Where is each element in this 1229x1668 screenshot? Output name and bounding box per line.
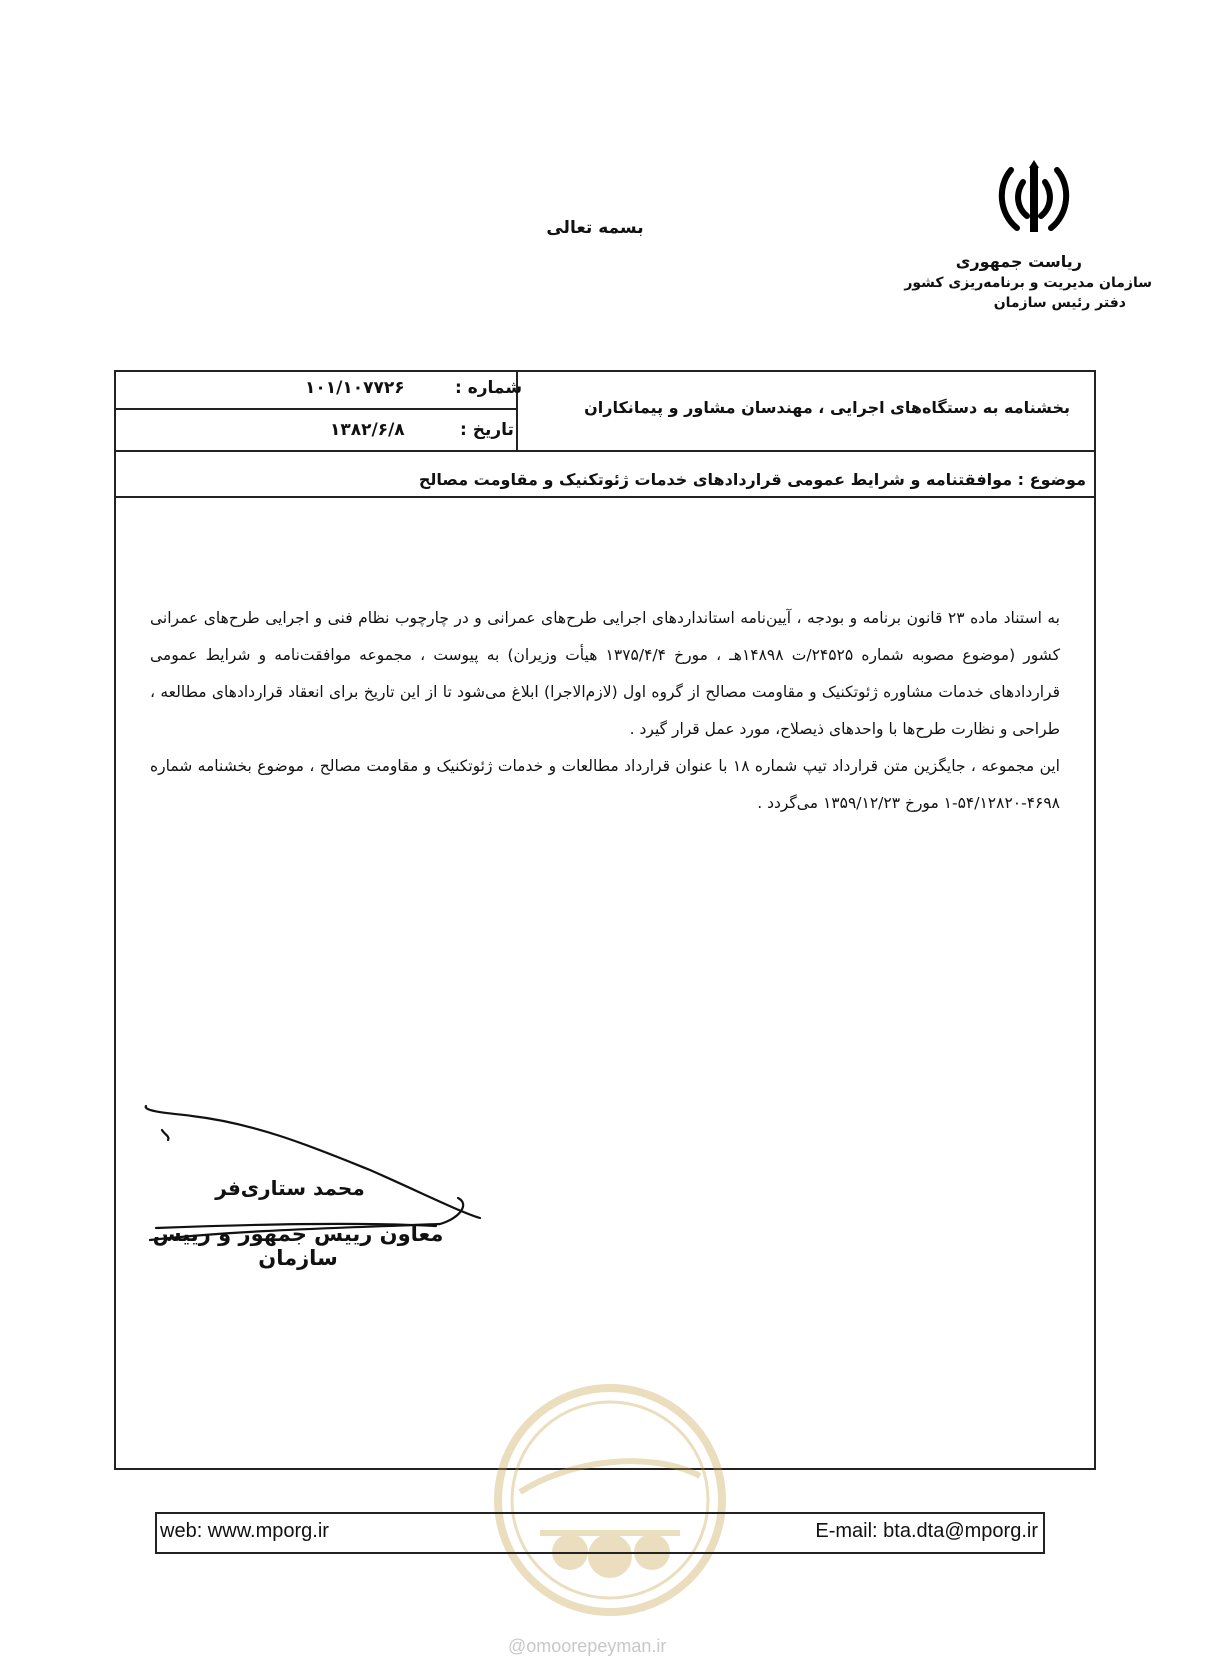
divider-number-date bbox=[114, 408, 518, 410]
watermark-site: @omoorepeyman.ir bbox=[508, 1636, 667, 1656]
footer-website[interactable]: web: www.mporg.ir bbox=[160, 1520, 329, 1542]
date-value: ۱۳۸۲/۶/۸ bbox=[330, 420, 405, 440]
organization-block bbox=[880, 252, 1152, 311]
circular-recipients: بخشنامه به دستگاه‌های اجرایی ، مهندسان مشاور و پیمانکاران bbox=[584, 398, 1070, 417]
omoor-peyman-stamp bbox=[480, 1380, 740, 1620]
body-paragraph-1: به استناد ماده ۲۳ قانون برنامه و بودجه ، آیین‌نامه استانداردهای اجرایی طرح‌های عمرانی و در چارچوب نظام فنی و اجرایی طرح‌های عمرانی کشور (موضوع مصوبه شماره ۲۴۵۲۵/ت ۱۴۸۹۸هـ ، مورخ ۱۳۷۵/۴/۴ هیأت وزیران) به پیوست ، مجموعه موافقت‌نامه و شرایط عمومی قراردادهای خدمات مشاوره ژئوتکنیک و مقاومت مصالح از گروه اول (لازم‌الاجرا) ابلاغ می‌شود تا از این تاریخ برای انعقاد قراردادهای مطالعه ، طراحی و نظارت طرح‌ها با واحدهای ذیصلاح، مورد عمل قرار گیرد . bbox=[150, 609, 1060, 738]
date-label: تاریخ : bbox=[460, 420, 514, 440]
divider-header-subject bbox=[114, 450, 1096, 452]
footer-email[interactable]: E-mail: bta.dta@mporg.ir bbox=[815, 1520, 1038, 1542]
letter-body bbox=[150, 600, 1060, 822]
body-paragraph-2: این مجموعه ، جایگزین متن قرارداد تیپ شماره ۱۸ با عنوان قرارداد مطالعات و خدمات ژئوتکنیک و مقاومت مصالح ، موضوع بخشنامه شماره ۴۶۹۸-۵۴/۱۲۸۲۰-۱ مورخ ۱۳۵۹/۱۲/۲۳ می‌گردد . bbox=[150, 757, 1060, 812]
signer-name: محمد ستاری‌فر bbox=[215, 1176, 365, 1200]
org-line-organization: سازمان مدیریت و برنامه‌ریزی کشور bbox=[904, 275, 1152, 291]
basmala: بسمه تعالی bbox=[546, 218, 644, 238]
signer-title: معاون رییس جمهور و رییس سازمان bbox=[152, 1222, 444, 1270]
iran-emblem-icon bbox=[995, 158, 1073, 238]
letter-frame bbox=[114, 370, 1096, 1470]
number-label: شماره : bbox=[455, 378, 523, 398]
number-value: ۱۰۱/۱۰۷۷۲۶ bbox=[305, 378, 405, 398]
org-line-presidency: ریاست جمهوری bbox=[955, 252, 1082, 271]
divider-subject-body bbox=[114, 496, 1096, 498]
subject-line: موضوع : موافقتنامه و شرایط عمومی قراردادهای خدمات ژئوتکنیک و مقاومت مصالح bbox=[418, 470, 1086, 489]
org-line-office: دفتر رئیس سازمان bbox=[993, 295, 1126, 311]
